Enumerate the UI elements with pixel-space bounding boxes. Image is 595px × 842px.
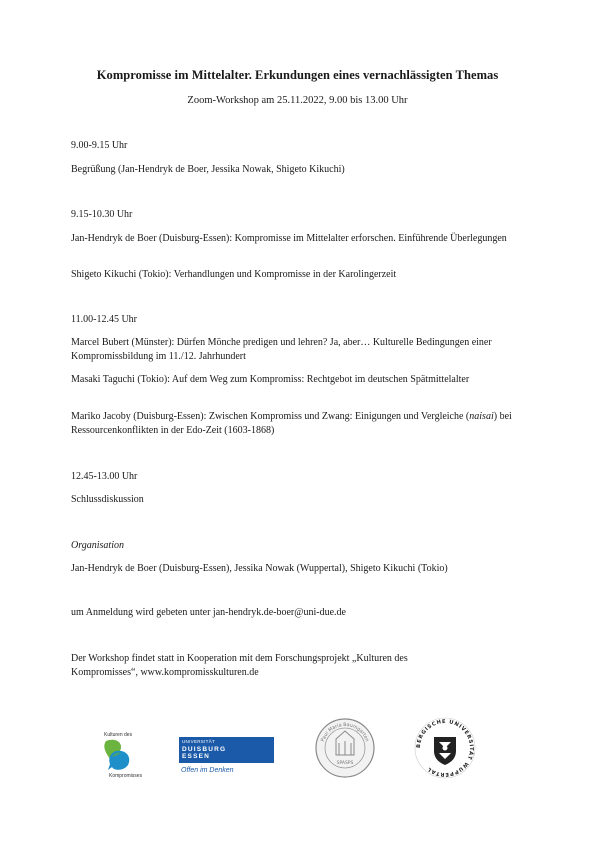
wuppertal-seal-ring-text: BERGISCHE UNIVERSITÄT WUPPERTAL: [415, 718, 475, 778]
baumgarten-seal-name: SPASPS: [336, 761, 354, 766]
cooperation-line-2: Kompromisses“, www.kompromisskulturen.de: [71, 667, 259, 678]
cooperation-line-1: Der Workshop findet statt in Kooperation mit dem Forschungsprojekt „Kulturen des: [71, 653, 408, 664]
session-3-time: 11.00-12.45 Uhr: [71, 314, 138, 325]
ude-logo-tagline: Offen im Denken: [181, 767, 234, 774]
document-subtitle: Zoom-Workshop am 25.11.2022, 9.00 bis 13.00 Uhr: [187, 95, 408, 106]
session-3-item-3: [71, 410, 531, 438]
session-4-time: 12.45-13.00 Uhr: [71, 471, 138, 482]
wuppertal-seal-logo: [412, 715, 478, 781]
partner-logos: [0, 705, 595, 795]
session-1-time: 9.00-9.15 Uhr: [71, 140, 128, 151]
ude-logo-line-2: ESSEN: [182, 753, 211, 760]
registration-note: um Anmeldung wird gebeten unter jan-hendryk.de-boer@uni-due.de: [71, 607, 346, 618]
organisation-names: Jan-Hendryk de Boer (Duisburg-Essen), Jessika Nowak (Wuppertal), Shigeto Kikuchi (Tokio): [71, 563, 448, 574]
ude-logo-name: [182, 746, 226, 760]
session-3-item-1: Marcel Bubert (Münster): Dürfen Mönche predigen und lehren? Ja, aber… Kulturelle Bedingungen einer Kompromissbildung im 11./12. Jahrhundert: [71, 337, 492, 362]
session-2-item-2: Shigeto Kikuchi (Tokio): Verhandlungen und Kompromisse in der Karolingerzeit: [71, 269, 397, 280]
ude-logo: [179, 737, 274, 763]
kulturen-logo-text-bottom: Kompromisses: [109, 773, 143, 779]
session-3-item-2: Masaki Taguchi (Tokio): Auf dem Weg zum Kompromiss: Rechtgebot im deutschen Spätmittelalter: [71, 374, 470, 385]
baumgarten-seal-ring-text: Paul Maria Baumgarten: [320, 722, 370, 743]
document-title: Kompromisse im Mittelalter. Erkundungen eines vernachlässigten Themas: [96, 68, 499, 82]
session-2-time: 9.15-10.30 Uhr: [71, 209, 133, 220]
ude-logo-small: UNIVERSITÄT: [182, 739, 216, 744]
session-4-item-1: Schlussdiskussion: [71, 494, 144, 505]
ude-logo-line-1: DUISBURG: [182, 746, 227, 753]
session-2-item-1: Jan-Hendryk de Boer (Duisburg-Essen): Kompromisse im Mittelalter erforschen. Einführende Überlegungen: [71, 233, 507, 244]
organisation-label: Organisation: [71, 540, 124, 551]
talk-text-after: ) bei Ressourcenkonflikten in der Edo-Zeit (1603-1868): [71, 411, 512, 436]
baumgarten-seal-logo: [314, 717, 376, 779]
session-1-item-1: Begrüßung (Jan-Hendryk de Boer, Jessika Nowak, Shigeto Kikuchi): [71, 164, 345, 175]
kulturen-logo: [102, 737, 132, 773]
kulturen-logo-text-top: Kulturen des: [104, 732, 133, 738]
talk-term-italic: naisai: [469, 411, 494, 422]
talk-text-before: Mariko Jacoby (Duisburg-Essen): Zwischen Kompromiss und Zwang: Einigungen und Vergleiche (: [71, 411, 470, 422]
